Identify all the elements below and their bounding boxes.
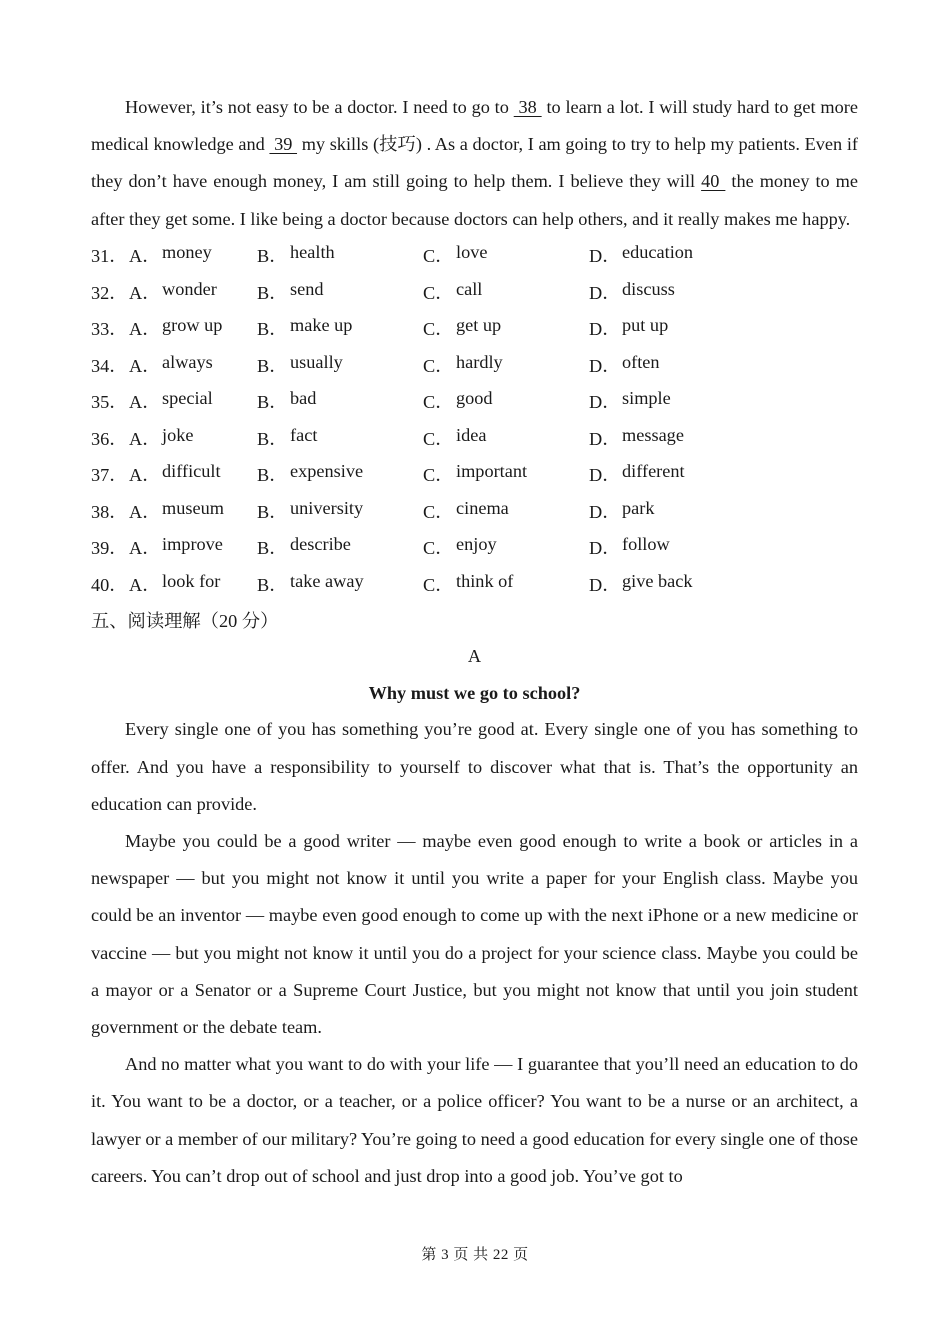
option-c: C． idea bbox=[423, 424, 487, 449]
blank-38: 38 bbox=[513, 97, 542, 117]
option-b: B． fact bbox=[257, 424, 318, 449]
option-a: A． look for bbox=[129, 570, 221, 595]
question-number: 40． bbox=[91, 574, 128, 595]
question-number: 33． bbox=[91, 319, 128, 340]
question-row bbox=[91, 237, 858, 274]
option-b: B． make up bbox=[257, 315, 353, 340]
option-a: A． special bbox=[129, 388, 213, 413]
answer-options-list bbox=[91, 237, 858, 602]
cloze-text-2: to learn a lot. I will study hard to get more medical knowledge and bbox=[91, 97, 858, 155]
question-row bbox=[91, 273, 858, 310]
option-c: C． good bbox=[423, 388, 493, 413]
option-d: D． message bbox=[589, 424, 684, 449]
blank-40: 40 bbox=[701, 171, 726, 192]
question-row bbox=[91, 456, 858, 493]
option-d: D． different bbox=[589, 461, 685, 486]
question-number: 37． bbox=[91, 465, 128, 486]
option-c: C． cinema bbox=[423, 497, 509, 522]
question-number: 36． bbox=[91, 428, 128, 449]
option-b: B． health bbox=[257, 242, 335, 267]
question-number: 38． bbox=[91, 501, 128, 522]
cloze-text-4: the money to me after they get some. I like being a doctor because doctors can help others, and it really makes me happy. bbox=[91, 171, 858, 229]
option-a: A． always bbox=[129, 351, 213, 376]
question-number: 35． bbox=[91, 392, 128, 413]
option-b: B． expensive bbox=[257, 461, 364, 486]
question-number: 39． bbox=[91, 538, 128, 559]
option-c: C． important bbox=[423, 461, 528, 486]
option-a: A． difficult bbox=[129, 461, 221, 486]
option-b: B． bad bbox=[257, 388, 317, 413]
question-number: 34． bbox=[91, 355, 128, 376]
option-a: A． museum bbox=[129, 497, 224, 522]
option-b: B． usually bbox=[257, 351, 343, 376]
blank-39: 39 bbox=[269, 134, 298, 155]
option-c: C． hardly bbox=[423, 351, 503, 376]
option-b: B． send bbox=[257, 278, 324, 303]
question-row bbox=[91, 529, 858, 566]
question-row bbox=[91, 419, 858, 456]
option-a: A． joke bbox=[129, 424, 194, 449]
option-c: C． call bbox=[423, 278, 483, 303]
question-number: 32． bbox=[91, 282, 128, 303]
question-row bbox=[91, 565, 858, 602]
option-b: B． take away bbox=[257, 570, 364, 595]
cloze-paragraph bbox=[91, 89, 858, 238]
option-a: A． improve bbox=[129, 534, 223, 559]
option-c: C． get up bbox=[423, 315, 502, 340]
option-b: B． university bbox=[257, 497, 364, 522]
option-c: C． think of bbox=[423, 570, 514, 595]
option-b: B． describe bbox=[257, 534, 351, 559]
question-row bbox=[91, 310, 858, 347]
option-a: A． money bbox=[129, 242, 212, 267]
cloze-text-1: However, it’s not easy to be a doctor. I need to go to bbox=[125, 97, 509, 117]
option-d: D． park bbox=[589, 497, 655, 522]
option-d: D． simple bbox=[589, 388, 671, 413]
option-c: C． enjoy bbox=[423, 534, 497, 559]
part-label: A bbox=[467, 646, 482, 667]
option-d: D． give back bbox=[589, 570, 693, 595]
question-number: 31． bbox=[91, 246, 128, 267]
passage-paragraph: Maybe you could be a good writer — maybe even good enough to write a book or articles in a newspaper — but you might not know it until you write a paper for your English class. Maybe you could be an inventor — maybe even good enough to come up with the next iPhone or a new medicine or vaccine — but you might not know it until you do a project for your science class. Maybe you could be a mayor or a Senator or a Supreme Court Justice, but you might not know that until you join student government or the debate team. bbox=[91, 830, 858, 1037]
option-d: D． discuss bbox=[589, 278, 675, 303]
passage-paragraph: And no matter what you want to do with your life — I guarantee that you’ll need an education to do it. You want to be a doctor, or a teacher, or a police officer? You want to be a nurse or an architect, a lawyer or a member of our military? You’re going to need a good education for every single one of those careers. You can’t drop out of school and just drop into a good job. You’ve got to bbox=[91, 1054, 858, 1186]
question-row bbox=[91, 383, 858, 420]
question-row bbox=[91, 346, 858, 383]
option-a: A． wonder bbox=[129, 278, 217, 303]
passage-paragraph: Every single one of you has something you’re good at. Every single one of you has something to offer. And you have a responsibility to yourself to discover what that is. That’s the opportunity an education can provide. bbox=[91, 719, 858, 814]
option-c: C． love bbox=[423, 242, 488, 267]
option-d: D． follow bbox=[589, 534, 670, 559]
question-row bbox=[91, 492, 858, 529]
cloze-text-3: my skills (技巧) . As a doctor, I am going to try to help my patients. Even if they don’t have enough money, I am still going to help them. I believe they will bbox=[91, 134, 859, 192]
section-heading: 五、阅读理解（20 分） bbox=[91, 611, 279, 632]
option-d: D． put up bbox=[589, 315, 669, 340]
option-d: D． education bbox=[589, 242, 694, 267]
passage-title: Why must we go to school? bbox=[368, 682, 581, 703]
option-a: A． grow up bbox=[129, 315, 223, 340]
page-content bbox=[91, 89, 858, 1195]
option-d: D． often bbox=[589, 351, 660, 376]
page-footer: 第 3 页 共 22 页 bbox=[421, 1247, 529, 1263]
